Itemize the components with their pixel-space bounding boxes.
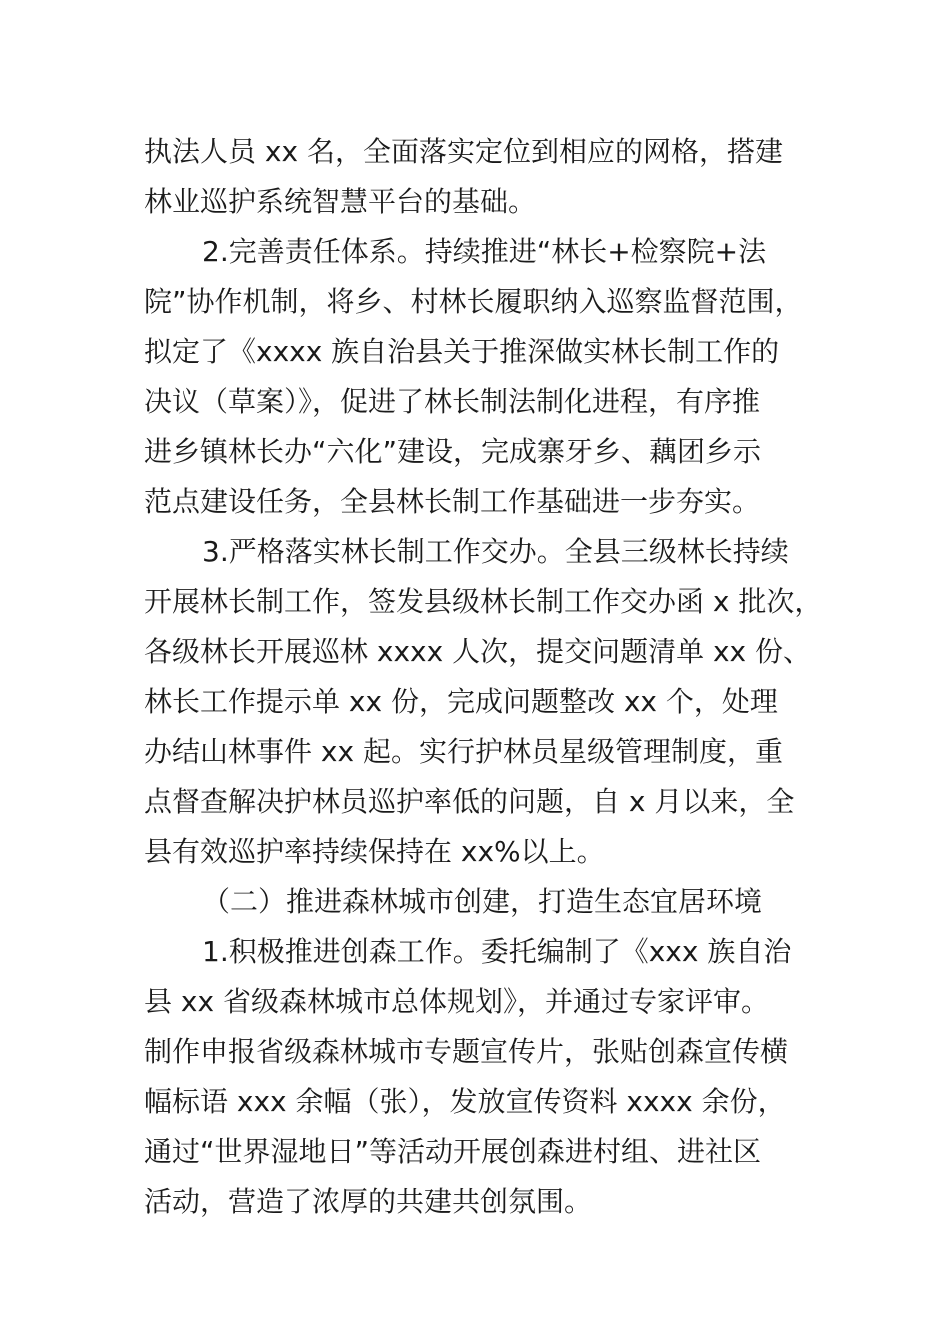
body-line: 决议（草案）》，促进了林长制法制化进程，有序推 (144, 385, 761, 418)
body-line: 各级林长开展巡林 xxxx 人次，提交问题清单 xx 份、 (144, 635, 812, 668)
body-line: 拟定了《xxxx 族自治县关于推深做实林长制工作的 (144, 335, 780, 368)
body-line: 范点建设任务，全县林长制工作基础进一步夯实。 (144, 485, 761, 518)
paragraph-start-line: 2.完善责任体系。持续推进“林长+检察院+法 (202, 235, 767, 268)
body-line: 林长工作提示单 xx 份，完成问题整改 xx 个，处理 (144, 685, 778, 718)
body-line: 进乡镇林长办“六化”建设，完成寨牙乡、藕团乡示 (144, 435, 762, 468)
body-line: 活动，营造了浓厚的共建共创氛围。 (144, 1185, 593, 1218)
document-body (144, 127, 844, 1227)
body-line: 幅标语 xxx 余幅（张），发放宣传资料 xxxx 余份， (144, 1085, 786, 1118)
body-line: 林业巡护系统智慧平台的基础。 (144, 185, 537, 218)
paragraph-start-line: 1.积极推进创森工作。委托编制了《xxx 族自治 (202, 935, 792, 968)
body-line: 院”协作机制，将乡、村林长履职纳入巡察监督范围， (144, 285, 803, 318)
body-line: 县 xx 省级森林城市总体规划》，并通过专家评审。 (144, 985, 769, 1018)
paragraph-start-line: 3.严格落实林长制工作交办。全县三级林长持续 (202, 535, 789, 568)
body-line: 通过“世界湿地日”等活动开展创森进村组、进社区 (144, 1135, 762, 1168)
body-line: 执法人员 xx 名，全面落实定位到相应的网格，搭建 (144, 135, 783, 168)
body-line: 办结山林事件 xx 起。实行护林员星级管理制度，重 (144, 735, 783, 768)
body-line: 县有效巡护率持续保持在 xx%以上。 (144, 835, 605, 868)
body-line: 开展林长制工作，签发县级林长制工作交办函 x 批次， (144, 585, 823, 618)
body-line: 制作申报省级森林城市专题宣传片，张贴创森宣传横 (144, 1035, 789, 1068)
body-line: 点督查解决护林员巡护率低的问题，自 x 月以来，全 (144, 785, 795, 818)
section-heading: （二）推进森林城市创建，打造生态宜居环境 (202, 885, 763, 918)
